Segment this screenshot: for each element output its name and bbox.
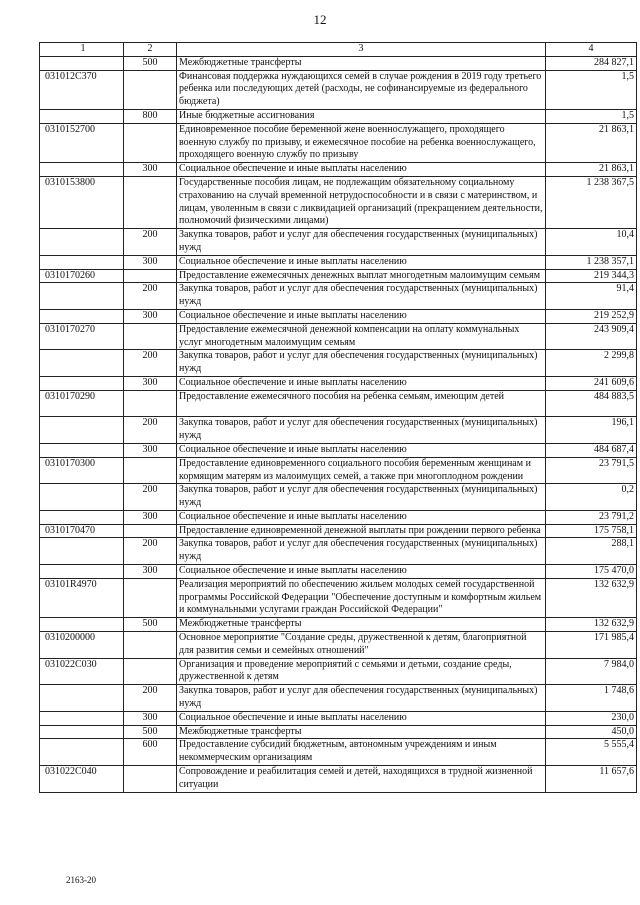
row-amount: 91,4 bbox=[546, 283, 637, 310]
table-row bbox=[40, 56, 637, 70]
row-expense-type bbox=[124, 123, 177, 162]
row-expense-type: 200 bbox=[124, 538, 177, 565]
row-expense-type: 300 bbox=[124, 510, 177, 524]
row-code bbox=[40, 685, 124, 712]
table-row bbox=[40, 163, 637, 177]
table-row bbox=[40, 350, 637, 377]
row-code bbox=[40, 565, 124, 579]
table-row bbox=[40, 658, 637, 685]
row-code bbox=[40, 510, 124, 524]
header-col-2: 2 bbox=[124, 43, 177, 57]
row-code bbox=[40, 309, 124, 323]
row-expense-type: 200 bbox=[124, 229, 177, 256]
row-code: 0310170270 bbox=[40, 323, 124, 350]
row-expense-type bbox=[124, 176, 177, 228]
table-row bbox=[40, 283, 637, 310]
row-description: Предоставление субсидий бюджетным, автономным учреждениям и иным некоммерческим организациям bbox=[177, 739, 546, 766]
row-code: 0310153800 bbox=[40, 176, 124, 228]
row-code bbox=[40, 618, 124, 632]
table-row bbox=[40, 443, 637, 457]
row-amount: 175 758,1 bbox=[546, 524, 637, 538]
row-expense-type: 200 bbox=[124, 283, 177, 310]
table-row bbox=[40, 739, 637, 766]
row-code bbox=[40, 376, 124, 390]
row-expense-type: 500 bbox=[124, 618, 177, 632]
table-row bbox=[40, 229, 637, 256]
row-amount: 11 657,6 bbox=[546, 766, 637, 793]
row-description: Реализация мероприятий по обеспечению жильем молодых семей государственной программы Российской Федерации "Обеспечение доступным и комфортным жильем и коммунальными услугами граждан Российской Федерации" bbox=[177, 578, 546, 617]
row-code: 0310170300 bbox=[40, 457, 124, 484]
row-description: Социальное обеспечение и иные выплаты населению bbox=[177, 510, 546, 524]
table-row bbox=[40, 417, 637, 444]
row-description: Единовременное пособие беременной жене военнослужащего, проходящего военную службу по призыву, и ежемесячное пособие на ребенка военнослужащего, проходящего военную службу по призыву bbox=[177, 123, 546, 162]
table-row bbox=[40, 711, 637, 725]
row-description: Предоставление ежемесячной денежной компенсации на оплату коммунальных услуг многодетным малоимущим семьям bbox=[177, 323, 546, 350]
row-amount: 484 883,5 bbox=[546, 390, 637, 417]
row-description: Предоставление единовременного социального пособия беременным женщинам и кормящим матерям из малоимущих семей, а также при многоплодном рождении bbox=[177, 457, 546, 484]
table-row bbox=[40, 457, 637, 484]
row-description: Социальное обеспечение и иные выплаты населению bbox=[177, 443, 546, 457]
row-expense-type: 200 bbox=[124, 685, 177, 712]
budget-table bbox=[39, 42, 637, 793]
row-code: 031012С370 bbox=[40, 70, 124, 109]
row-expense-type: 300 bbox=[124, 565, 177, 579]
row-amount: 132 632,9 bbox=[546, 618, 637, 632]
table-row bbox=[40, 725, 637, 739]
table-row bbox=[40, 685, 637, 712]
header-col-4: 4 bbox=[546, 43, 637, 57]
table-row bbox=[40, 510, 637, 524]
row-code bbox=[40, 484, 124, 511]
table-row bbox=[40, 565, 637, 579]
row-expense-type bbox=[124, 578, 177, 617]
row-expense-type bbox=[124, 632, 177, 659]
row-amount: 1 238 367,5 bbox=[546, 176, 637, 228]
row-amount: 23 791,5 bbox=[546, 457, 637, 484]
row-expense-type: 300 bbox=[124, 309, 177, 323]
row-description: Организация и проведение мероприятий с семьями и детьми, создание среды, дружественной к детям bbox=[177, 658, 546, 685]
row-amount: 450,0 bbox=[546, 725, 637, 739]
row-description: Закупка товаров, работ и услуг для обеспечения государственных (муниципальных) нужд bbox=[177, 229, 546, 256]
header-col-1: 1 bbox=[40, 43, 124, 57]
page-number: 12 bbox=[313, 12, 327, 27]
row-amount: 243 909,4 bbox=[546, 323, 637, 350]
row-amount: 132 632,9 bbox=[546, 578, 637, 617]
row-amount: 1 748,6 bbox=[546, 685, 637, 712]
row-amount: 21 863,1 bbox=[546, 123, 637, 162]
row-amount: 21 863,1 bbox=[546, 163, 637, 177]
row-amount: 23 791,2 bbox=[546, 510, 637, 524]
row-code bbox=[40, 109, 124, 123]
row-code bbox=[40, 229, 124, 256]
row-expense-type: 300 bbox=[124, 711, 177, 725]
row-expense-type bbox=[124, 457, 177, 484]
row-expense-type: 500 bbox=[124, 56, 177, 70]
row-amount: 1,5 bbox=[546, 109, 637, 123]
row-code bbox=[40, 739, 124, 766]
header-col-3: 3 bbox=[177, 43, 546, 57]
row-expense-type bbox=[124, 658, 177, 685]
row-expense-type bbox=[124, 323, 177, 350]
row-description: Социальное обеспечение и иные выплаты населению bbox=[177, 376, 546, 390]
row-expense-type: 800 bbox=[124, 109, 177, 123]
row-description: Предоставление единовременной денежной выплаты при рождении первого ребенка bbox=[177, 524, 546, 538]
row-expense-type: 200 bbox=[124, 417, 177, 444]
row-expense-type bbox=[124, 766, 177, 793]
table-row bbox=[40, 632, 637, 659]
row-description: Социальное обеспечение и иные выплаты населению bbox=[177, 711, 546, 725]
row-amount: 7 984,0 bbox=[546, 658, 637, 685]
row-code bbox=[40, 443, 124, 457]
row-code: 03101R4970 bbox=[40, 578, 124, 617]
table-row bbox=[40, 618, 637, 632]
row-description: Закупка товаров, работ и услуг для обеспечения государственных (муниципальных) нужд bbox=[177, 417, 546, 444]
row-expense-type bbox=[124, 70, 177, 109]
row-amount: 171 985,4 bbox=[546, 632, 637, 659]
table-row bbox=[40, 766, 637, 793]
row-expense-type: 200 bbox=[124, 350, 177, 377]
row-amount: 2 299,8 bbox=[546, 350, 637, 377]
row-amount: 175 470,0 bbox=[546, 565, 637, 579]
row-description: Межбюджетные трансферты bbox=[177, 725, 546, 739]
row-description: Предоставление ежемесячных денежных выплат многодетным малоимущим семьям bbox=[177, 269, 546, 283]
row-amount: 1,5 bbox=[546, 70, 637, 109]
row-code bbox=[40, 56, 124, 70]
row-code bbox=[40, 417, 124, 444]
row-description: Социальное обеспечение и иные выплаты населению bbox=[177, 255, 546, 269]
row-amount: 0,2 bbox=[546, 484, 637, 511]
row-code bbox=[40, 283, 124, 310]
row-description: Закупка товаров, работ и услуг для обеспечения государственных (муниципальных) нужд bbox=[177, 350, 546, 377]
row-expense-type bbox=[124, 390, 177, 417]
row-code bbox=[40, 538, 124, 565]
table-row bbox=[40, 70, 637, 109]
table-row bbox=[40, 176, 637, 228]
row-description: Государственные пособия лицам, не подлежащим обязательному социальному страхованию на случай временной нетрудоспособности и в связи с материнством, и лицам, уволенным в связи с ликвидацией организаций (прекращением деятельности, полномочий физическими лицами) bbox=[177, 176, 546, 228]
row-description: Закупка товаров, работ и услуг для обеспечения государственных (муниципальных) нужд bbox=[177, 283, 546, 310]
row-expense-type: 300 bbox=[124, 376, 177, 390]
row-description: Закупка товаров, работ и услуг для обеспечения государственных (муниципальных) нужд bbox=[177, 484, 546, 511]
row-code bbox=[40, 350, 124, 377]
row-code bbox=[40, 711, 124, 725]
row-amount: 241 609,6 bbox=[546, 376, 637, 390]
row-amount: 10,4 bbox=[546, 229, 637, 256]
row-description: Социальное обеспечение и иные выплаты населению bbox=[177, 309, 546, 323]
row-expense-type: 500 bbox=[124, 725, 177, 739]
row-code: 0310170290 bbox=[40, 390, 124, 417]
row-amount: 230,0 bbox=[546, 711, 637, 725]
table-row bbox=[40, 269, 637, 283]
row-description: Социальное обеспечение и иные выплаты населению bbox=[177, 163, 546, 177]
table-row bbox=[40, 376, 637, 390]
row-description: Иные бюджетные ассигнования bbox=[177, 109, 546, 123]
table-row bbox=[40, 309, 637, 323]
row-code: 0310170470 bbox=[40, 524, 124, 538]
table-row bbox=[40, 524, 637, 538]
row-expense-type: 600 bbox=[124, 739, 177, 766]
row-expense-type: 300 bbox=[124, 443, 177, 457]
row-description: Межбюджетные трансферты bbox=[177, 56, 546, 70]
row-description: Основное мероприятие "Создание среды, дружественной к детям, благоприятной для развития семьи и семейных отношений" bbox=[177, 632, 546, 659]
row-amount: 196,1 bbox=[546, 417, 637, 444]
row-amount: 1 238 357,1 bbox=[546, 255, 637, 269]
row-expense-type bbox=[124, 269, 177, 283]
row-code: 0310170260 bbox=[40, 269, 124, 283]
row-description: Финансовая поддержка нуждающихся семей в случае рождения в 2019 году третьего ребенка или последующих детей (расходы, не софинансируемые из федерального бюджета) bbox=[177, 70, 546, 109]
table-row bbox=[40, 538, 637, 565]
row-code: 0310200000 bbox=[40, 632, 124, 659]
table-row bbox=[40, 578, 637, 617]
row-code bbox=[40, 255, 124, 269]
table-row bbox=[40, 484, 637, 511]
row-expense-type: 200 bbox=[124, 484, 177, 511]
table-row bbox=[40, 123, 637, 162]
row-code: 031022С040 bbox=[40, 766, 124, 793]
footer-code: 2163-20 bbox=[66, 875, 96, 885]
row-expense-type: 300 bbox=[124, 255, 177, 269]
row-amount: 288,1 bbox=[546, 538, 637, 565]
row-amount: 219 344,3 bbox=[546, 269, 637, 283]
row-code: 0310152700 bbox=[40, 123, 124, 162]
row-amount: 484 687,4 bbox=[546, 443, 637, 457]
row-code bbox=[40, 163, 124, 177]
row-expense-type: 300 bbox=[124, 163, 177, 177]
row-amount: 5 555,4 bbox=[546, 739, 637, 766]
table-row bbox=[40, 390, 637, 417]
row-code bbox=[40, 725, 124, 739]
table-row bbox=[40, 255, 637, 269]
row-code: 031022С030 bbox=[40, 658, 124, 685]
table-row bbox=[40, 109, 637, 123]
row-description: Межбюджетные трансферты bbox=[177, 618, 546, 632]
row-amount: 284 827,1 bbox=[546, 56, 637, 70]
row-description: Сопровождение и реабилитация семей и детей, находящихся в трудной жизненной ситуации bbox=[177, 766, 546, 793]
row-description: Закупка товаров, работ и услуг для обеспечения государственных (муниципальных) нужд bbox=[177, 685, 546, 712]
row-expense-type bbox=[124, 524, 177, 538]
table-header-row bbox=[40, 43, 637, 57]
row-description: Предоставление ежемесячного пособия на ребенка семьям, имеющим детей bbox=[177, 390, 546, 417]
row-amount: 219 252,9 bbox=[546, 309, 637, 323]
row-description: Закупка товаров, работ и услуг для обеспечения государственных (муниципальных) нужд bbox=[177, 538, 546, 565]
row-description: Социальное обеспечение и иные выплаты населению bbox=[177, 565, 546, 579]
table-row bbox=[40, 323, 637, 350]
